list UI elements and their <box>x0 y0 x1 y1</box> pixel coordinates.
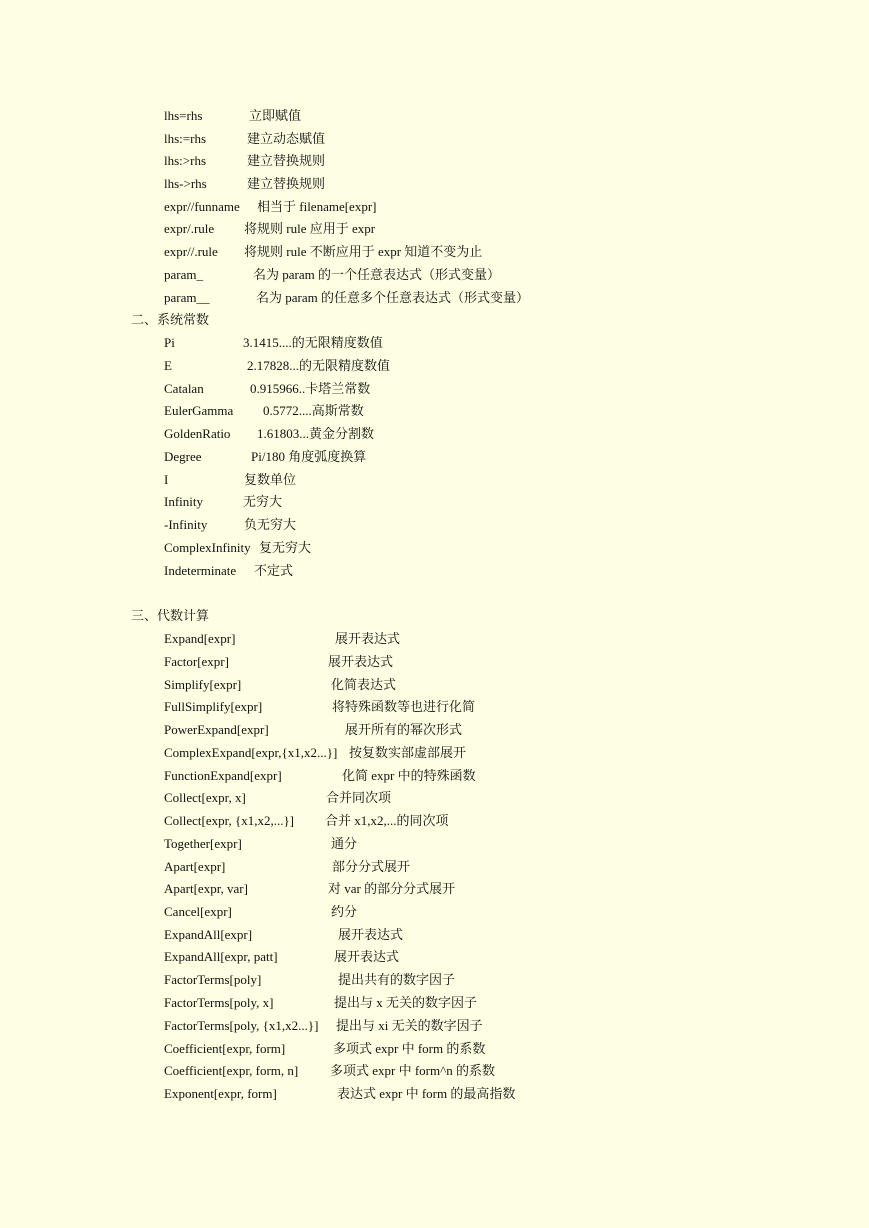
description: 多项式 expr 中 form 的系数 <box>333 1041 486 1056</box>
term: Pi <box>164 335 175 350</box>
description: 对 var 的部分分式展开 <box>328 881 456 896</box>
term: expr//funname <box>164 199 240 214</box>
description: 无穷大 <box>243 494 283 509</box>
term: PowerExpand[expr] <box>164 722 269 737</box>
term: Exponent[expr, form] <box>164 1086 277 1101</box>
section-heading: 二、系统常数 <box>131 312 210 327</box>
term: lhs:>rhs <box>164 153 207 168</box>
term: Apart[expr, var] <box>164 881 248 896</box>
description: 提出与 xi 无关的数字因子 <box>336 1018 483 1033</box>
description: 通分 <box>331 836 358 851</box>
description: 约分 <box>331 904 358 919</box>
term: param__ <box>164 290 210 305</box>
description: 将特殊函数等也进行化简 <box>332 699 476 714</box>
description: 展开表达式 <box>338 927 404 942</box>
description: 建立替换规则 <box>247 153 326 168</box>
description: 名为 param 的任意多个任意表达式（形式变量） <box>256 290 529 305</box>
term: Degree <box>164 449 202 464</box>
description: Pi/180 角度弧度换算 <box>251 449 367 464</box>
term: Simplify[expr] <box>164 677 242 692</box>
term: GoldenRatio <box>164 426 231 441</box>
term: Collect[expr, x] <box>164 790 246 805</box>
term: expr//.rule <box>164 244 218 259</box>
description: 将规则 rule 应用于 expr <box>244 221 376 236</box>
term: Indeterminate <box>164 563 237 578</box>
term: Catalan <box>164 381 204 396</box>
term: param_ <box>164 267 203 282</box>
term: expr/.rule <box>164 221 215 236</box>
description: 建立替换规则 <box>247 176 326 191</box>
term: I <box>164 472 169 487</box>
term: ComplexInfinity <box>164 540 251 555</box>
description: 不定式 <box>254 563 294 578</box>
term: lhs=rhs <box>164 108 203 123</box>
term: FactorTerms[poly, {x1,x2...}] <box>164 1018 319 1033</box>
description: 负无穷大 <box>244 517 297 532</box>
description: 展开所有的幂次形式 <box>345 722 463 737</box>
description: 表达式 expr 中 form 的最高指数 <box>337 1086 516 1101</box>
term: ExpandAll[expr, patt] <box>164 949 278 964</box>
description: 立即赋值 <box>249 108 302 123</box>
description: 展开表达式 <box>335 631 401 646</box>
description: 3.1415....的无限精度数值 <box>243 335 383 350</box>
term: Apart[expr] <box>164 859 226 874</box>
description: 提出共有的数字因子 <box>338 972 456 987</box>
term: FactorTerms[poly, x] <box>164 995 274 1010</box>
term: EulerGamma <box>164 403 234 418</box>
description: 化简表达式 <box>331 677 397 692</box>
description: 将规则 rule 不断应用于 expr 知道不变为止 <box>244 244 483 259</box>
description: 0.915966..卡塔兰常数 <box>250 381 371 396</box>
term: -Infinity <box>164 517 208 532</box>
description: 提出与 x 无关的数字因子 <box>334 995 478 1010</box>
term: Factor[expr] <box>164 654 229 669</box>
description: 0.5772....高斯常数 <box>263 403 364 418</box>
description: 复无穷大 <box>259 540 312 555</box>
description: 按复数实部虚部展开 <box>349 745 467 760</box>
term: Collect[expr, {x1,x2,...}] <box>164 813 295 828</box>
term: ExpandAll[expr] <box>164 927 253 942</box>
description: 1.61803...黄金分割数 <box>257 426 375 441</box>
term: ComplexExpand[expr,{x1,x2...}] <box>164 745 338 760</box>
term: lhs->rhs <box>164 176 207 191</box>
description: 名为 param 的一个任意表达式（形式变量） <box>253 267 500 282</box>
term: Together[expr] <box>164 836 242 851</box>
description: 展开表达式 <box>334 949 400 964</box>
term: Coefficient[expr, form, n] <box>164 1063 299 1078</box>
description: 化简 expr 中的特殊函数 <box>342 768 476 783</box>
term: Expand[expr] <box>164 631 236 646</box>
section-heading: 三、代数计算 <box>131 608 210 623</box>
term: E <box>164 358 172 373</box>
description: 合并 x1,x2,...的同次项 <box>325 813 449 828</box>
term: FactorTerms[poly] <box>164 972 262 987</box>
term: FullSimplify[expr] <box>164 699 263 714</box>
term: Coefficient[expr, form] <box>164 1041 286 1056</box>
description: 展开表达式 <box>328 654 394 669</box>
term: FunctionExpand[expr] <box>164 768 282 783</box>
term: lhs:=rhs <box>164 131 207 146</box>
description: 合并同次项 <box>326 790 392 805</box>
term: Infinity <box>164 494 203 509</box>
description: 复数单位 <box>244 472 297 487</box>
description: 部分分式展开 <box>332 859 411 874</box>
description: 相当于 filename[expr] <box>257 199 377 214</box>
term: Cancel[expr] <box>164 904 232 919</box>
description: 2.17828...的无限精度数值 <box>247 358 391 373</box>
description: 建立动态赋值 <box>247 131 326 146</box>
description: 多项式 expr 中 form^n 的系数 <box>330 1063 495 1078</box>
